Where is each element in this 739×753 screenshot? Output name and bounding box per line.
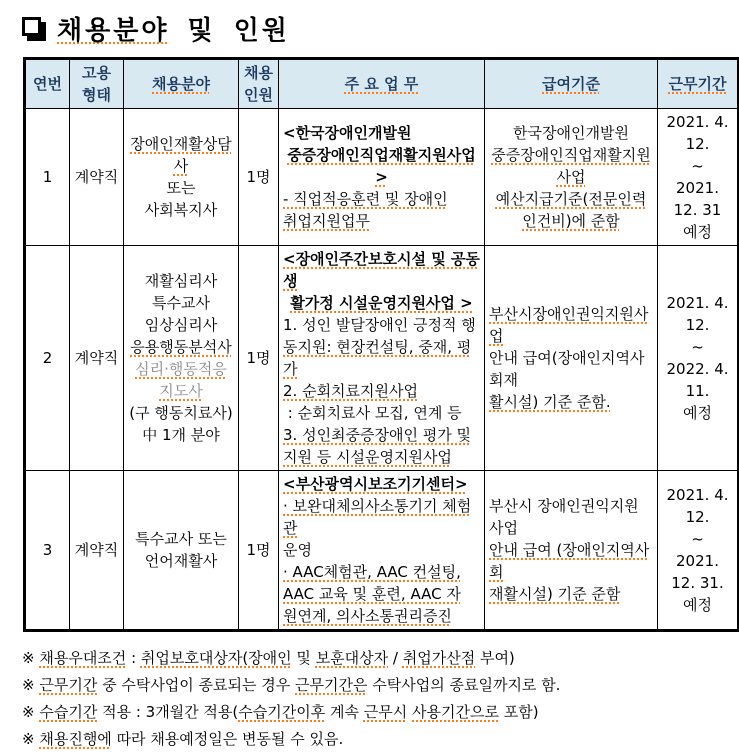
cell-r1-field xyxy=(124,109,239,246)
cell-r3-duties-text: 운영 xyxy=(283,541,312,559)
header-field-line-1 xyxy=(128,73,234,95)
cell-r3-duties-text: <부산광역시보조기기센터> xyxy=(283,475,468,493)
cell-r3-duties xyxy=(279,471,485,631)
cell-r1-salary-basis-line-4 xyxy=(489,210,653,232)
header-employment-type-line-1 xyxy=(74,62,119,84)
header-salary-basis-text: 급여기준 xyxy=(542,75,600,93)
cell-r3-field-text: 특수교사 또는 xyxy=(135,530,227,548)
cell-r1-field-text: 또는 xyxy=(166,179,196,197)
cell-r2-seq xyxy=(25,246,70,471)
cell-r2-duties-line-5 xyxy=(283,380,480,402)
cell-r2-employment-type-text: 계약직 xyxy=(74,349,119,367)
cell-r2-seq-line-1 xyxy=(30,347,65,369)
cell-r3-field-text: 언어재활사 xyxy=(144,552,218,570)
header-employment-type-line-2 xyxy=(74,84,119,106)
cell-r2-work-period-text: ~ xyxy=(691,338,704,356)
cell-r2-field-text: 中 1개 분야 xyxy=(142,426,220,444)
cell-r2-duties-line-8 xyxy=(283,446,480,468)
cell-r2-work-period-text: 예정 xyxy=(683,404,712,422)
cell-r3-field-line-2 xyxy=(128,550,234,572)
cell-r1-field-line-3 xyxy=(128,199,234,221)
cell-r2-salary-basis-text: 부산시장애인권익지원사업 xyxy=(489,305,649,345)
header-work-period-text: 근무기간 xyxy=(668,75,727,93)
cell-r2-salary-basis-line-1 xyxy=(489,303,653,347)
header-seq-text: 연번 xyxy=(33,75,62,93)
cell-r2-employment-type xyxy=(70,246,124,471)
cell-r1-salary-basis-line-2 xyxy=(489,144,653,188)
header-duties-line-1 xyxy=(283,73,480,95)
cell-r2-salary-basis-text: 안내 급여(장애인지역사회재 xyxy=(489,349,645,389)
cell-r3-salary-basis-text: 부산시 장애인권익지원사업 xyxy=(489,497,639,537)
cell-r2-field-text: 재활심리사 xyxy=(144,272,218,290)
cell-r3-employment-type xyxy=(70,471,124,631)
cell-r1-duties-line-3 xyxy=(283,188,480,210)
cell-r3-work-period-text: ~ xyxy=(691,530,704,548)
cell-r1-duties-text: 취업지원업무 xyxy=(283,212,370,230)
header-cell-field xyxy=(124,59,239,109)
cell-r1-employment-type-text: 계약직 xyxy=(74,168,119,186)
header-cell-work-period xyxy=(658,59,739,109)
cell-r2-duties-text: 지원 등 시설운영지원사업 xyxy=(283,448,452,466)
cell-r2-field-text: (구 행동치료사) xyxy=(129,404,233,422)
cell-r3-seq-line-1 xyxy=(30,539,65,561)
header-field-text: 채용분야 xyxy=(152,75,210,93)
cell-r3-salary-basis-line-3 xyxy=(489,583,653,605)
cell-r1-salary-basis-text: 중증장애인직업재활지원사업 xyxy=(491,146,651,186)
footnote-text: 채용우대조건 xyxy=(39,649,127,667)
cell-r2-duties-line-2 xyxy=(283,292,480,314)
cell-r1-work-period xyxy=(658,109,739,246)
table-row-1 xyxy=(25,109,739,246)
footnote-text: 따라 채용예정일은 변동될 수 있음. xyxy=(111,730,344,748)
cell-r1-field-line-1 xyxy=(128,133,234,177)
cell-r1-seq-line-1 xyxy=(30,166,65,188)
cell-r2-field-line-7 xyxy=(128,424,234,446)
cell-r2-field-line-4 xyxy=(128,336,234,358)
cell-r2-seq-text: 2 xyxy=(42,349,53,367)
table-row-3 xyxy=(25,471,739,631)
cell-r3-seq xyxy=(25,471,70,631)
header-headcount-line-2 xyxy=(243,84,274,106)
cell-r1-work-period-text: 2021. 4. 12. xyxy=(666,113,734,153)
footnote-text: 채용진행에 xyxy=(39,730,112,748)
cell-r3-work-period-text: 2021. 12. 31. xyxy=(671,552,724,592)
table-header-row xyxy=(25,59,739,109)
cell-r2-headcount-text: 1명 xyxy=(246,349,271,367)
cell-r3-employment-type-text: 계약직 xyxy=(74,541,119,559)
footnote-text: 및 xyxy=(291,649,316,667)
recruitment-table xyxy=(23,57,739,632)
footnote-text: ※ xyxy=(22,649,40,667)
header-work-period-line-1 xyxy=(662,73,733,95)
footnote-text: 근무기간은 xyxy=(295,676,368,694)
header-headcount-text: 채용 xyxy=(244,64,273,82)
cell-r1-headcount-line-1 xyxy=(243,166,274,188)
cell-r3-duties-line-3 xyxy=(283,539,480,561)
footnote-text: 계속 xyxy=(325,703,364,721)
cell-r3-field xyxy=(124,471,239,631)
cell-r1-work-period-line-4 xyxy=(662,221,733,243)
cell-r1-headcount xyxy=(239,109,279,246)
cell-r1-duties-line-2 xyxy=(283,144,480,188)
page-title-text: 채용분야 xyxy=(57,16,170,46)
cell-r2-field-line-2 xyxy=(128,292,234,314)
cell-r3-work-period-line-2 xyxy=(662,528,733,550)
cell-r1-duties-text: 중증장애인직업재활지원사업> xyxy=(287,146,476,186)
footnote-text: 근무기간 xyxy=(39,676,98,694)
cell-r2-duties-text: : 순회치료사 모집, 연계 등 xyxy=(283,404,462,422)
cell-r3-work-period-text: 2021. 4. 12. xyxy=(666,486,734,526)
footnote-text: 근무시 xyxy=(363,703,408,721)
cell-r1-employment-type xyxy=(70,109,124,246)
cell-r2-salary-basis-line-2 xyxy=(489,347,653,391)
cell-r2-duties-line-4 xyxy=(283,336,480,380)
cell-r3-headcount-line-1 xyxy=(243,539,274,561)
cell-r2-work-period-line-2 xyxy=(662,336,733,358)
page-title xyxy=(20,10,739,47)
footnote-text: 수습기간이후 xyxy=(238,703,326,721)
cell-r1-field-line-2 xyxy=(128,177,234,199)
footnote-text: 포함) xyxy=(498,703,539,721)
footnote-text: 부여) xyxy=(475,649,515,667)
cell-r2-field xyxy=(124,246,239,471)
cell-r2-field-text: 응용행동분석사 xyxy=(130,338,232,356)
cell-r1-salary-basis-text: 인건비)에 준함 xyxy=(522,212,620,230)
cell-r3-work-period-line-1 xyxy=(662,484,733,528)
cell-r2-duties-text: 3. 성인최중증장애인 평가 및 xyxy=(283,426,472,444)
cell-r1-work-period-line-3 xyxy=(662,177,733,221)
cell-r3-salary-basis-text: 안내 급여 (장애인지역사회 xyxy=(489,541,650,581)
cell-r3-duties-text: · 보완대체의사소통기기 체험관 xyxy=(283,497,472,537)
cell-r2-duties-text: <장애인주간보호시설 및 공동생 xyxy=(283,250,480,290)
cell-r2-work-period-text: 2022. 4. 11. xyxy=(666,360,734,400)
cell-r2-salary-basis-line-3 xyxy=(489,391,653,413)
cell-r2-field-text: 임상심리사 xyxy=(144,316,218,334)
table-body xyxy=(25,109,739,631)
cell-r1-salary-basis xyxy=(485,109,658,246)
cell-r3-duties-line-2 xyxy=(283,495,480,539)
cell-r2-work-period xyxy=(658,246,739,471)
cell-r1-salary-basis-text: 예산지급기준(전문인력 xyxy=(495,190,647,208)
cell-r2-duties xyxy=(279,246,485,471)
cell-r2-salary-basis xyxy=(485,246,658,471)
cell-r2-field-line-3 xyxy=(128,314,234,336)
footnote-text: ※ xyxy=(22,676,40,694)
cell-r1-salary-basis-line-1 xyxy=(489,122,653,144)
cell-r3-duties-line-1 xyxy=(283,473,480,495)
cell-r3-work-period-text: 예정 xyxy=(683,596,712,614)
cell-r1-duties-text: <한국장애인개발원 xyxy=(283,124,412,142)
cell-r1-seq-text: 1 xyxy=(42,168,53,186)
cell-r2-work-period-line-3 xyxy=(662,358,733,402)
cell-r3-work-period xyxy=(658,471,739,631)
cell-r2-duties-line-3 xyxy=(283,314,480,336)
header-headcount-text: 인원 xyxy=(244,86,273,104)
cell-r1-salary-basis-line-3 xyxy=(489,188,653,210)
header-cell-employment-type xyxy=(70,59,124,109)
header-salary-basis-line-1 xyxy=(489,73,653,95)
cell-r1-headcount-text: 1명 xyxy=(246,168,271,186)
cell-r3-duties-text: AAC 교육 및 훈련, AAC 자 xyxy=(283,585,461,603)
cell-r3-duties-text: · AAC체험관, AAC 컨설팅, xyxy=(283,563,461,581)
header-employment-type-text: 고용 xyxy=(82,64,111,82)
cell-r3-work-period-line-3 xyxy=(662,550,733,594)
header-seq-line-1 xyxy=(30,73,65,95)
header-cell-seq xyxy=(25,59,70,109)
cell-r1-duties-text: - 직업적응훈련 및 장애인 xyxy=(283,190,448,208)
footnote-line-4 xyxy=(22,726,739,753)
footnote-text: 중 수탁사업이 종료되는 경우 xyxy=(97,676,296,694)
cell-r2-duties-text: 동지원: 현장컨설팅, 중재, 평가 xyxy=(283,338,472,378)
page-title-text: 및 인원 xyxy=(169,16,290,46)
cell-r2-duties-line-7 xyxy=(283,424,480,446)
cell-r3-headcount xyxy=(239,471,279,631)
cell-r1-work-period-text: 예정 xyxy=(683,223,712,241)
footnote-text: 사용기간으로 xyxy=(412,703,499,721)
cell-r2-duties-line-1 xyxy=(283,248,480,292)
cell-r2-headcount xyxy=(239,246,279,471)
header-duties-text: 주 요 업 무 xyxy=(344,75,419,93)
cell-r1-seq xyxy=(25,109,70,246)
cell-r2-salary-basis-text: 활시설) 기준 준함. xyxy=(489,393,611,411)
header-cell-headcount xyxy=(239,59,279,109)
footnote-text: 취업보호대상자(장애인 xyxy=(140,649,292,667)
cell-r3-salary-basis-text: 재활시설) 기준 준함 xyxy=(489,585,621,603)
cell-r3-salary-basis-line-2 xyxy=(489,539,653,583)
footnote-text: : xyxy=(126,649,141,667)
cell-r2-duties-text: 1. 성인 발달장애인 긍정적 행 xyxy=(283,316,476,334)
footnote-line-1 xyxy=(22,645,739,672)
footnote-line-2 xyxy=(22,672,739,699)
footnote-text: 수탁사업의 종료일까지로 함. xyxy=(367,676,561,694)
footnotes xyxy=(22,645,739,753)
page-title-text xyxy=(57,10,290,47)
cell-r2-duties-line-6 xyxy=(283,402,480,424)
cell-r1-duties xyxy=(279,109,485,246)
cell-r2-field-text: 심리·행동적응지도사 xyxy=(135,360,227,400)
cell-r2-headcount-line-1 xyxy=(243,347,274,369)
footnote-text: / xyxy=(388,649,403,667)
header-headcount-line-1 xyxy=(243,62,274,84)
square-bullet-icon xyxy=(22,17,41,36)
cell-r2-field-line-5 xyxy=(128,358,234,402)
cell-r1-duties-line-1 xyxy=(283,122,480,144)
cell-r2-work-period-line-1 xyxy=(662,292,733,336)
cell-r3-duties-line-6 xyxy=(283,605,480,627)
page-title-line-1 xyxy=(57,10,290,47)
cell-r1-employment-type-line-1 xyxy=(74,166,119,188)
cell-r1-field-text: 장애인재활상담사 xyxy=(130,135,232,175)
footnote-text: ※ xyxy=(22,703,40,721)
cell-r1-work-period-text: 2021. 12. 31 xyxy=(673,179,724,219)
header-cell-duties xyxy=(279,59,485,109)
footnote-text: 보훈대상자 xyxy=(315,649,389,667)
cell-r1-duties-line-4 xyxy=(283,210,480,232)
cell-r3-headcount-text: 1명 xyxy=(246,541,271,559)
cell-r3-duties-line-5 xyxy=(283,583,480,605)
cell-r3-duties-text: 원연계, 의사소통권리증진 xyxy=(283,607,452,625)
cell-r1-field-text: 사회복지사 xyxy=(144,201,218,219)
cell-r2-work-period-line-4 xyxy=(662,402,733,424)
cell-r3-seq-text: 3 xyxy=(42,541,53,559)
cell-r3-salary-basis xyxy=(485,471,658,631)
cell-r1-salary-basis-text: 한국장애인개발원 xyxy=(513,124,629,142)
cell-r2-field-line-6 xyxy=(128,402,234,424)
cell-r1-work-period-line-2 xyxy=(662,155,733,177)
footnote-text: 수습기간 xyxy=(39,703,98,721)
header-employment-type-text: 형태 xyxy=(82,86,111,104)
cell-r3-field-line-1 xyxy=(128,528,234,550)
cell-r3-salary-basis-line-1 xyxy=(489,495,653,539)
footnote-line-3 xyxy=(22,699,739,726)
footnote-text: ※ xyxy=(22,730,40,748)
cell-r1-work-period-line-1 xyxy=(662,111,733,155)
cell-r3-duties-line-4 xyxy=(283,561,480,583)
cell-r2-employment-type-line-1 xyxy=(74,347,119,369)
cell-r3-work-period-line-4 xyxy=(662,594,733,616)
header-cell-salary-basis xyxy=(485,59,658,109)
table-row-2 xyxy=(25,246,739,471)
cell-r3-employment-type-line-1 xyxy=(74,539,119,561)
footnote-text: 취업가산점 xyxy=(402,649,476,667)
cell-r2-field-text: 특수교사 xyxy=(152,294,210,312)
cell-r2-work-period-text: 2021. 4. 12. xyxy=(666,294,734,334)
footnote-text: 적용 : 3개월간 적용( xyxy=(97,703,239,721)
cell-r2-duties-text: 2. 순회치료지원사업 xyxy=(283,382,419,400)
cell-r2-field-line-1 xyxy=(128,270,234,292)
cell-r2-duties-text: 활가정 시설운영지원사업 > xyxy=(290,294,473,312)
cell-r1-work-period-text: ~ xyxy=(691,157,704,175)
